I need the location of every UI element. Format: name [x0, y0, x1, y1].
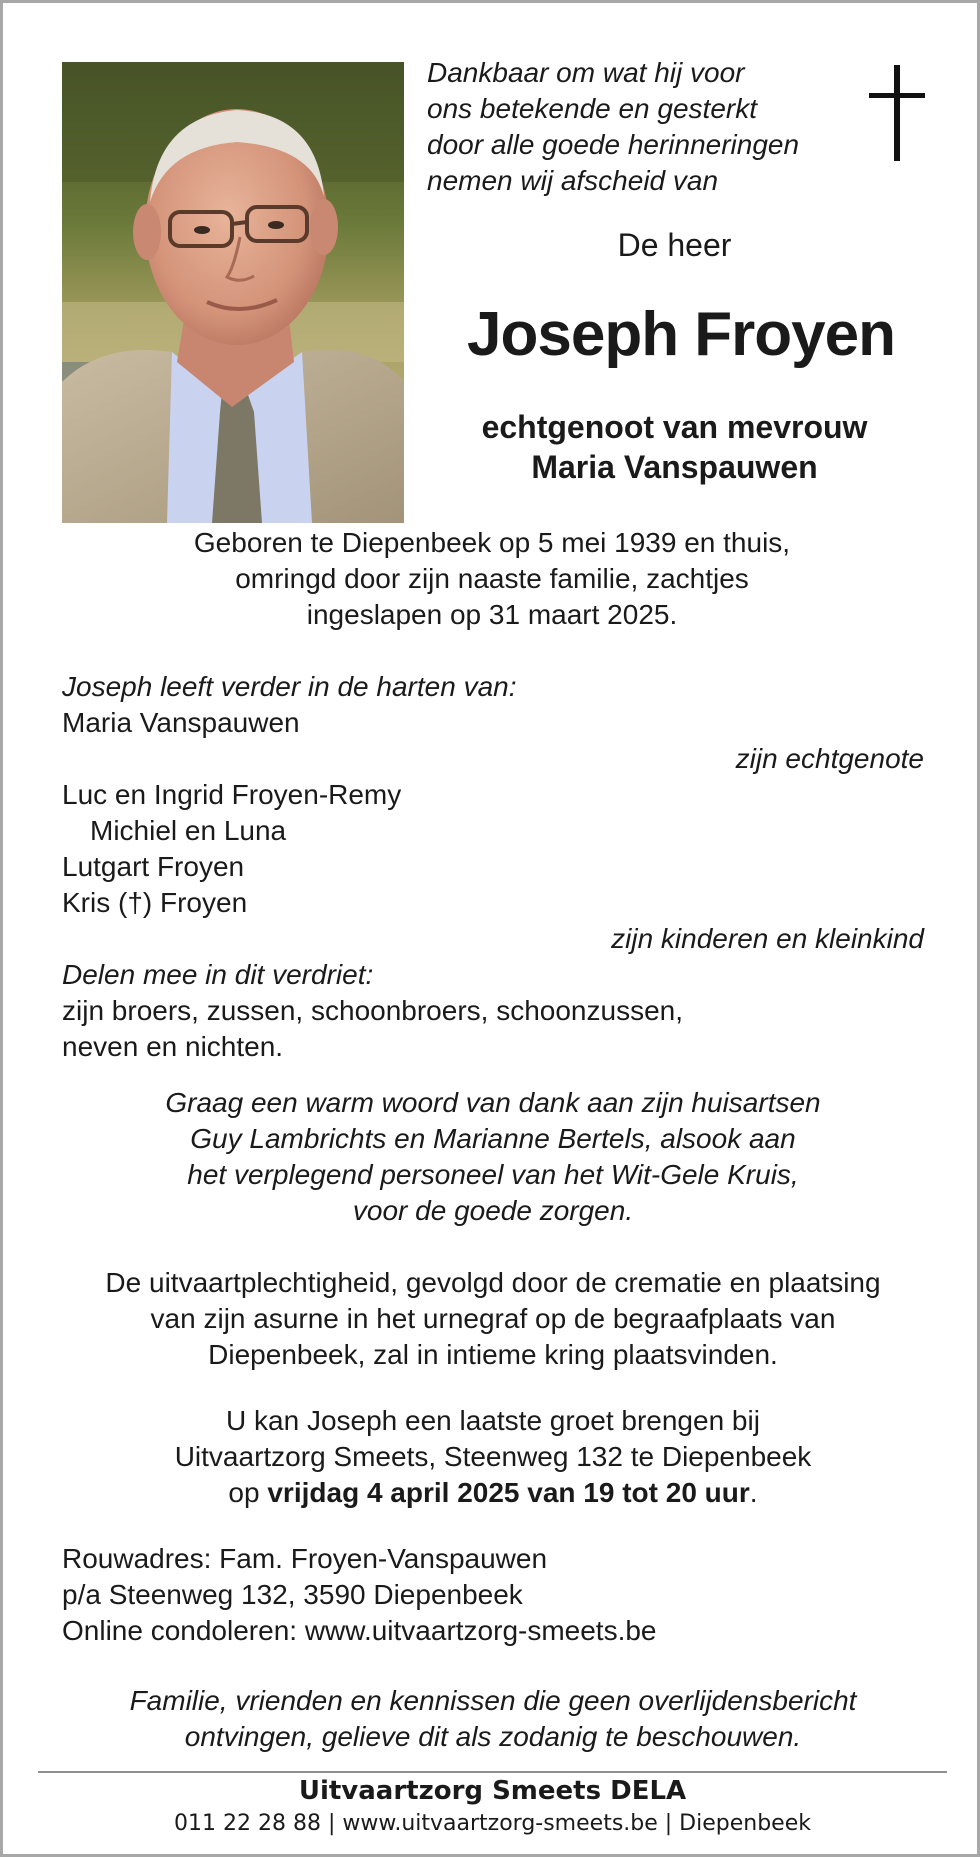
salutation: De heer: [617, 227, 732, 263]
address-line: p/a Steenweg 132, 3590 Diepenbeek: [62, 1579, 523, 1610]
mourner-child: Kris (†) Froyen: [62, 887, 248, 918]
spouse-name: Maria Vanspauwen: [531, 449, 818, 485]
spouse-line: echtgenoot van mevrouw: [481, 409, 868, 445]
thanks-line: voor de goede zorgen.: [352, 1195, 634, 1226]
ceremony-line: Diepenbeek, zal in intieme kring plaatsvinden.: [208, 1339, 778, 1370]
mourners-heading: Joseph leeft verder in de harten van:: [62, 671, 517, 702]
mourner-child: Luc en Ingrid Froyen-Remy: [62, 779, 402, 810]
address-block: [62, 1541, 924, 1649]
visit-line: Uitvaartzorg Smeets, Steenweg 132 te Diepenbeek: [174, 1441, 812, 1472]
visit-line: U kan Joseph een laatste groet brengen bij: [226, 1405, 760, 1436]
mourner-spouse: Maria Vanspauwen: [62, 707, 300, 738]
thanks-line: Guy Lambrichts en Marianne Bertels, alsook aan: [190, 1123, 796, 1154]
intro-text: [427, 55, 867, 199]
born-text: [62, 525, 922, 633]
born-line: ingeslapen op 31 maart 2025.: [306, 599, 678, 630]
intro-line: ons betekende en gesterkt: [427, 93, 758, 124]
visit-text: [62, 1403, 924, 1511]
mourners-list: [62, 669, 924, 1065]
ceremony-line: van zijn asurne in het urnegraf op de begraafplaats van: [150, 1303, 836, 1334]
share-line: neven en nichten.: [62, 1031, 284, 1062]
deceased-name: Joseph Froyen: [467, 300, 895, 369]
share-line: zijn broers, zussen, schoonbroers, schoonzussen,: [62, 995, 683, 1026]
notice-line: ontvingen, gelieve dit als zodanig te beschouwen.: [184, 1721, 802, 1752]
visit-line: [62, 1475, 924, 1511]
visit-datetime: vrijdag 4 april 2025 van 19 tot 20 uur: [267, 1477, 750, 1508]
notice-line: Familie, vrienden en kennissen die geen overlijdensbericht: [129, 1685, 857, 1716]
share-heading: Delen mee in dit verdriet:: [62, 959, 374, 990]
intro-line: Dankbaar om wat hij voor: [427, 57, 745, 88]
ceremony-line: De uitvaartplechtigheid, gevolgd door de crematie en plaatsing: [105, 1267, 881, 1298]
address-line: Rouwadres: Fam. Froyen-Vanspauwen: [62, 1543, 548, 1574]
condolence-link[interactable]: Online condoleren: www.uitvaartzorg-smeets.be: [62, 1615, 657, 1646]
spouse-block: [427, 407, 922, 487]
footer-divider: [38, 1771, 947, 1773]
notice-text: [62, 1683, 924, 1755]
ceremony-text: [62, 1265, 924, 1373]
spouse-relation: zijn echtgenote: [735, 743, 924, 774]
cross-icon: [869, 65, 925, 161]
visit-suffix: .: [749, 1477, 758, 1508]
born-line: omringd door zijn naaste familie, zachtjes: [235, 563, 749, 594]
portrait-photo: [62, 62, 404, 523]
footer-info: 011 22 28 88 | www.uitvaartzorg-smeets.be | Diepenbeek: [174, 1811, 811, 1836]
thanks-text: [62, 1085, 924, 1229]
intro-line: nemen wij afscheid van: [427, 165, 719, 196]
thanks-line: het verplegend personeel van het Wit-Gele Kruis,: [187, 1159, 799, 1190]
footer-title: Uitvaartzorg Smeets DELA: [298, 1776, 687, 1806]
mourner-grandchild: Michiel en Luna: [90, 815, 287, 846]
children-relation: zijn kinderen en kleinkind: [611, 923, 924, 954]
visit-prefix: op: [228, 1477, 268, 1508]
mourner-child: Lutgart Froyen: [62, 851, 245, 882]
thanks-line: Graag een warm woord van dank aan zijn huisartsen: [165, 1087, 821, 1118]
intro-line: door alle goede herinneringen: [427, 129, 800, 160]
born-line: Geboren te Diepenbeek op 5 mei 1939 en thuis,: [193, 527, 791, 558]
